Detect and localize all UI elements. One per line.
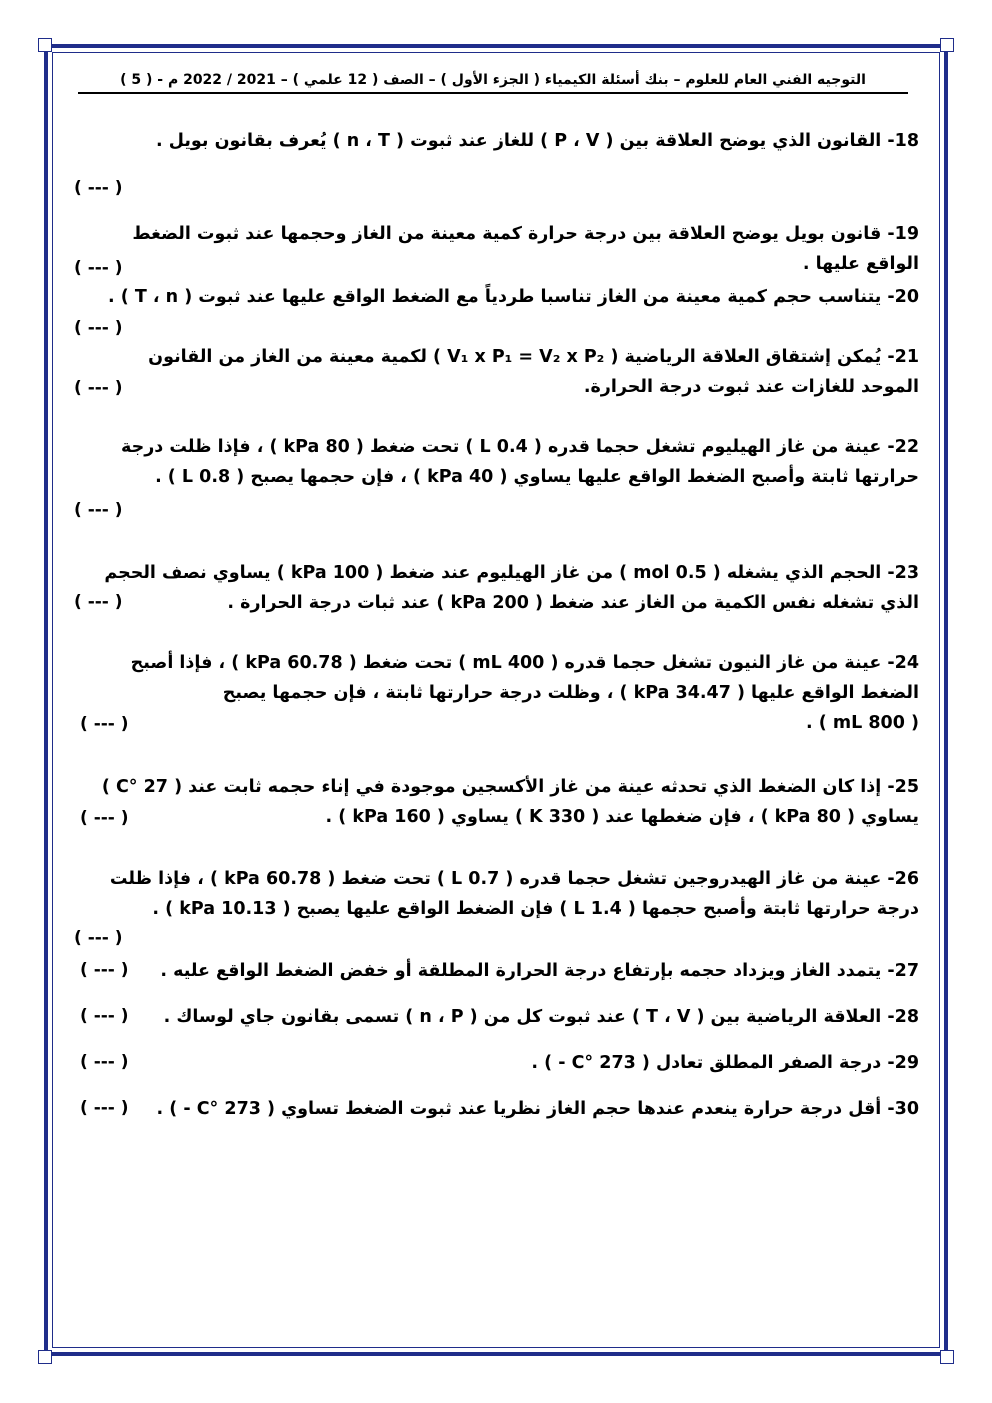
question-line: 28- العلاقة الرياضية بين ( T ، V ) عند ثبوت كل من ( n ، P ) تسمى بقانون جاي لوساك . (163, 1007, 919, 1027)
question-28 (74, 1002, 919, 1032)
question-19 (74, 219, 919, 279)
border-corner (940, 38, 954, 52)
question-18 (74, 126, 919, 156)
answer-blank-25[interactable]: ( --- ) (80, 808, 129, 828)
question-21 (74, 342, 919, 402)
border-corner (940, 1350, 954, 1364)
answer-blank-22[interactable]: ( --- ) (74, 500, 123, 520)
question-25 (74, 772, 919, 832)
question-line: 21- يُمكن إشتقاق العلاقة الرياضية ( V₁ x P₁ = V₂ x P₂ ) لكمية معينة من الغاز من القانون (148, 347, 919, 367)
question-22 (74, 432, 919, 492)
question-line: 20- يتناسب حجم كمية معينة من الغاز تناسبا طردياً مع الضغط الواقع عليها عند ثبوت ( T ، n ) . (108, 287, 919, 307)
question-line: 29- درجة الصفر المطلق تعادل ( 273 °C - ) . (531, 1053, 919, 1073)
question-line: 23- الحجم الذي يشغله ( 0.5 mol ) من غاز الهيليوم عند ضغط ( 100 kPa ) يساوي نصف الحجم (104, 563, 919, 583)
question-line: حرارتها ثابتة وأصبح الضغط الواقع عليها يساوي ( 40 kPa ) ، فإن حجمها يصبح ( 0.8 L ) . (155, 467, 919, 487)
answer-blank-23[interactable]: ( --- ) (74, 592, 123, 612)
question-line: درجة حرارتها ثابتة وأصبح حجمها ( 1.4 L ) فإن الضغط الواقع عليها يصبح ( 10.13 kPa ) . (152, 899, 919, 919)
border-corner (38, 38, 52, 52)
question-30 (74, 1094, 919, 1124)
answer-blank-30[interactable]: ( --- ) (80, 1098, 129, 1118)
answer-blank-29[interactable]: ( --- ) (80, 1052, 129, 1072)
question-line: 19- قانون بويل يوضح العلاقة بين درجة حرارة كمية معينة من الغاز وحجمها عند ثبوت الضغط (132, 224, 919, 244)
question-line: 22- عينة من غاز الهيليوم تشغل حجما قدره ( 0.4 L ) تحت ضغط ( 80 kPa ) ، فإذا ظلت درجة (120, 437, 919, 457)
question-line: الضغط الواقع عليها ( 34.47 kPa ) ، وظلت درجة حرارتها ثابتة ، فإن حجمها يصبح (222, 683, 919, 703)
question-line: الواقع عليها . (802, 254, 919, 274)
question-line: 26- عينة من غاز الهيدروجين تشغل حجما قدره ( 0.7 L ) تحت ضغط ( 60.78 kPa ) ، فإذا ظلت (109, 869, 919, 889)
answer-blank-18[interactable]: ( --- ) (74, 178, 123, 198)
answer-blank-21[interactable]: ( --- ) (74, 378, 123, 398)
question-line: 30- أقل درجة حرارة ينعدم عندها حجم الغاز نظريا عند ثبوت الضغط تساوي ( 273 °C - ) . (156, 1099, 919, 1119)
question-24 (74, 648, 919, 738)
question-line: 18- القانون الذي يوضح العلاقة بين ( P ، V ) للغاز عند ثبوت ( n ، T ) يُعرف بقانون بويل . (156, 131, 919, 151)
answer-blank-26[interactable]: ( --- ) (74, 928, 123, 948)
question-27 (74, 956, 919, 986)
answer-blank-20[interactable]: ( --- ) (74, 318, 123, 338)
question-line: الموحد للغازات عند ثبوت درجة الحرارة. (583, 377, 919, 397)
question-line: الذي تشغله نفس الكمية من الغاز عند ضغط ( 200 kPa ) عند ثبات درجة الحرارة . (227, 593, 919, 613)
question-line: ( 800 mL ) . (806, 713, 919, 733)
answer-blank-19[interactable]: ( --- ) (74, 258, 123, 278)
question-20 (74, 282, 919, 312)
question-23 (74, 558, 919, 618)
question-line: يساوي ( 80 kPa ) ، فإن ضغطها عند ( 330 K ) يساوي ( 160 kPa ) . (325, 807, 919, 827)
answer-blank-27[interactable]: ( --- ) (80, 960, 129, 980)
question-line: 27- يتمدد الغاز ويزداد حجمه بإرتفاع درجة الحرارة المطلقة أو خفض الضغط الواقع عليه . (160, 961, 919, 981)
question-26 (74, 864, 919, 924)
question-29 (74, 1048, 919, 1078)
answer-blank-24[interactable]: ( --- ) (80, 714, 129, 734)
border-corner (38, 1350, 52, 1364)
question-line: 25- إذا كان الضغط الذي تحدثه عينة من غاز الأكسجين موجودة في إناء حجمه ثابت عند ( 27 °C ) (101, 777, 919, 797)
answer-blank-28[interactable]: ( --- ) (80, 1006, 129, 1026)
question-line: 24- عينة من غاز النيون تشغل حجما قدره ( 400 mL ) تحت ضغط ( 60.78 kPa ) ، فإذا أصبح (130, 653, 919, 673)
page-header: التوجيه الفني العام للعلوم – بنك أسئلة الكيمياء ( الجزء الأول ) – الصف ( 12 علمي ) – 2021 / 2022 م - ( 5 ) (78, 72, 908, 94)
